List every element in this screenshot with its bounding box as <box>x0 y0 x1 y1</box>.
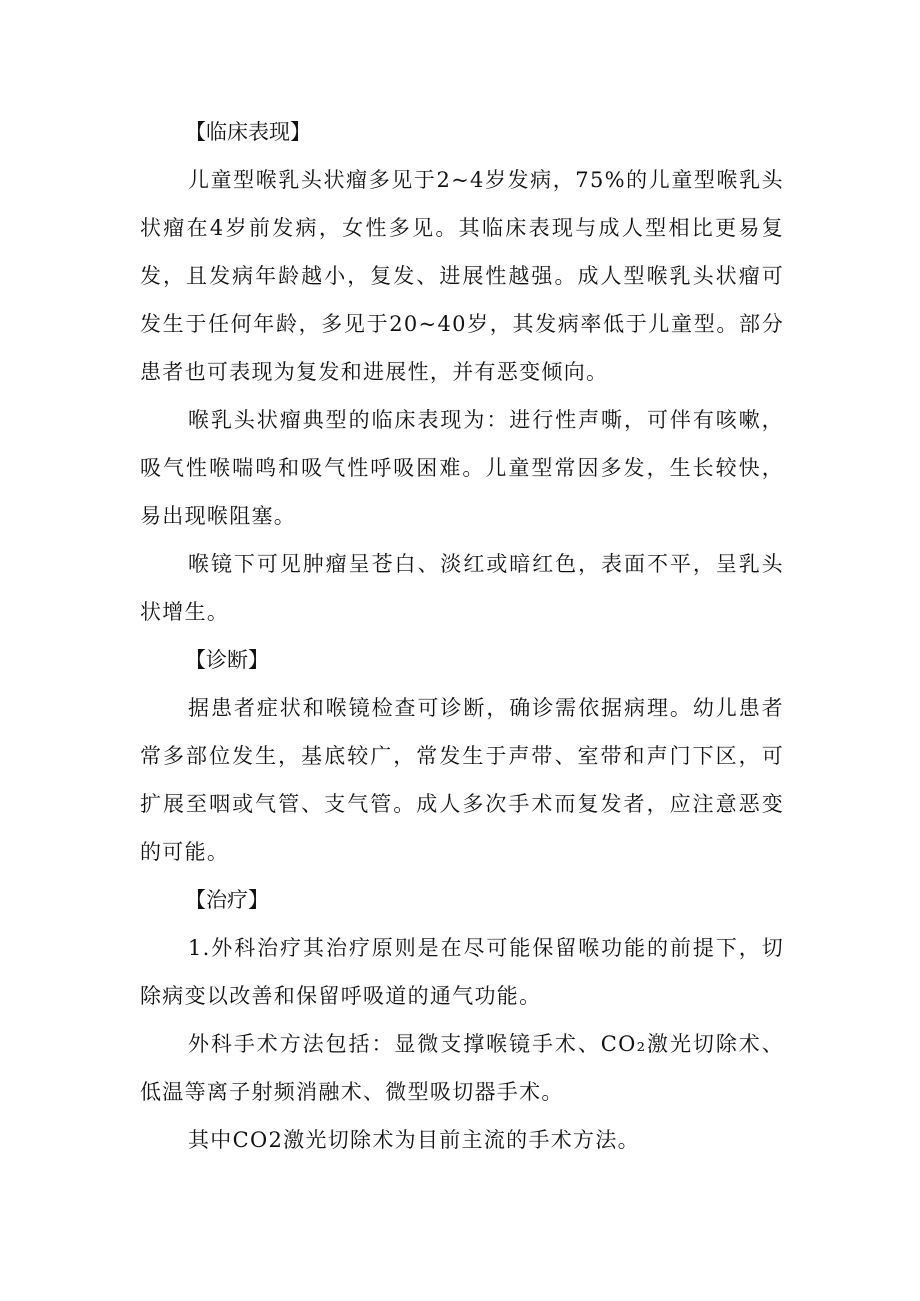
section-heading-treatment: 【治疗】 <box>185 888 269 912</box>
paragraph-diagnosis-1: 据患者症状和喉镜检查可诊断，确诊需依据病理。幼儿患者常多部位发生，基底较广，常发生于声带、室带和声门下区，可扩展至咽或气管、支气管。成人多次手术而复发者，应注意恶变的可能。 <box>140 696 784 864</box>
paragraph-treatment-3: 其中CO2激光切除术为目前主流的手术方法。 <box>188 1128 640 1152</box>
section-heading-clinical: 【临床表现】 <box>185 120 311 144</box>
paragraph-treatment-2: 外科手术方法包括：显微支撑喉镜手术、CO₂激光切除术、低温等离子射频消融术、微型吸切器手术。 <box>140 1032 784 1104</box>
paragraph-clinical-3: 喉镜下可见肿瘤呈苍白、淡红或暗红色，表面不平，呈乳头状增生。 <box>140 552 784 624</box>
paragraph-treatment-1: 1.外科治疗其治疗原则是在尽可能保留喉功能的前提下，切除病变以改善和保留呼吸道的通气功能。 <box>140 936 784 1008</box>
paragraph-clinical-2: 喉乳头状瘤典型的临床表现为：进行性声嘶，可伴有咳嗽，吸气性喉喘鸣和吸气性呼吸困难。儿童型常因多发，生长较快，易出现喉阻塞。 <box>140 408 784 528</box>
paragraph-clinical-1: 儿童型喉乳头状瘤多见于2~4岁发病，75%的儿童型喉乳头状瘤在4岁前发病，女性多见。其临床表现与成人型相比更易复发，且发病年龄越小，复发、进展性越强。成人型喉乳头状瘤可发生于任何年龄，多见于20~40岁，其发病率低于儿童型。部分患者也可表现为复发和进展性，并有恶变倾向。 <box>140 168 784 384</box>
document-body <box>140 108 784 1164</box>
section-heading-diagnosis: 【诊断】 <box>185 648 269 672</box>
